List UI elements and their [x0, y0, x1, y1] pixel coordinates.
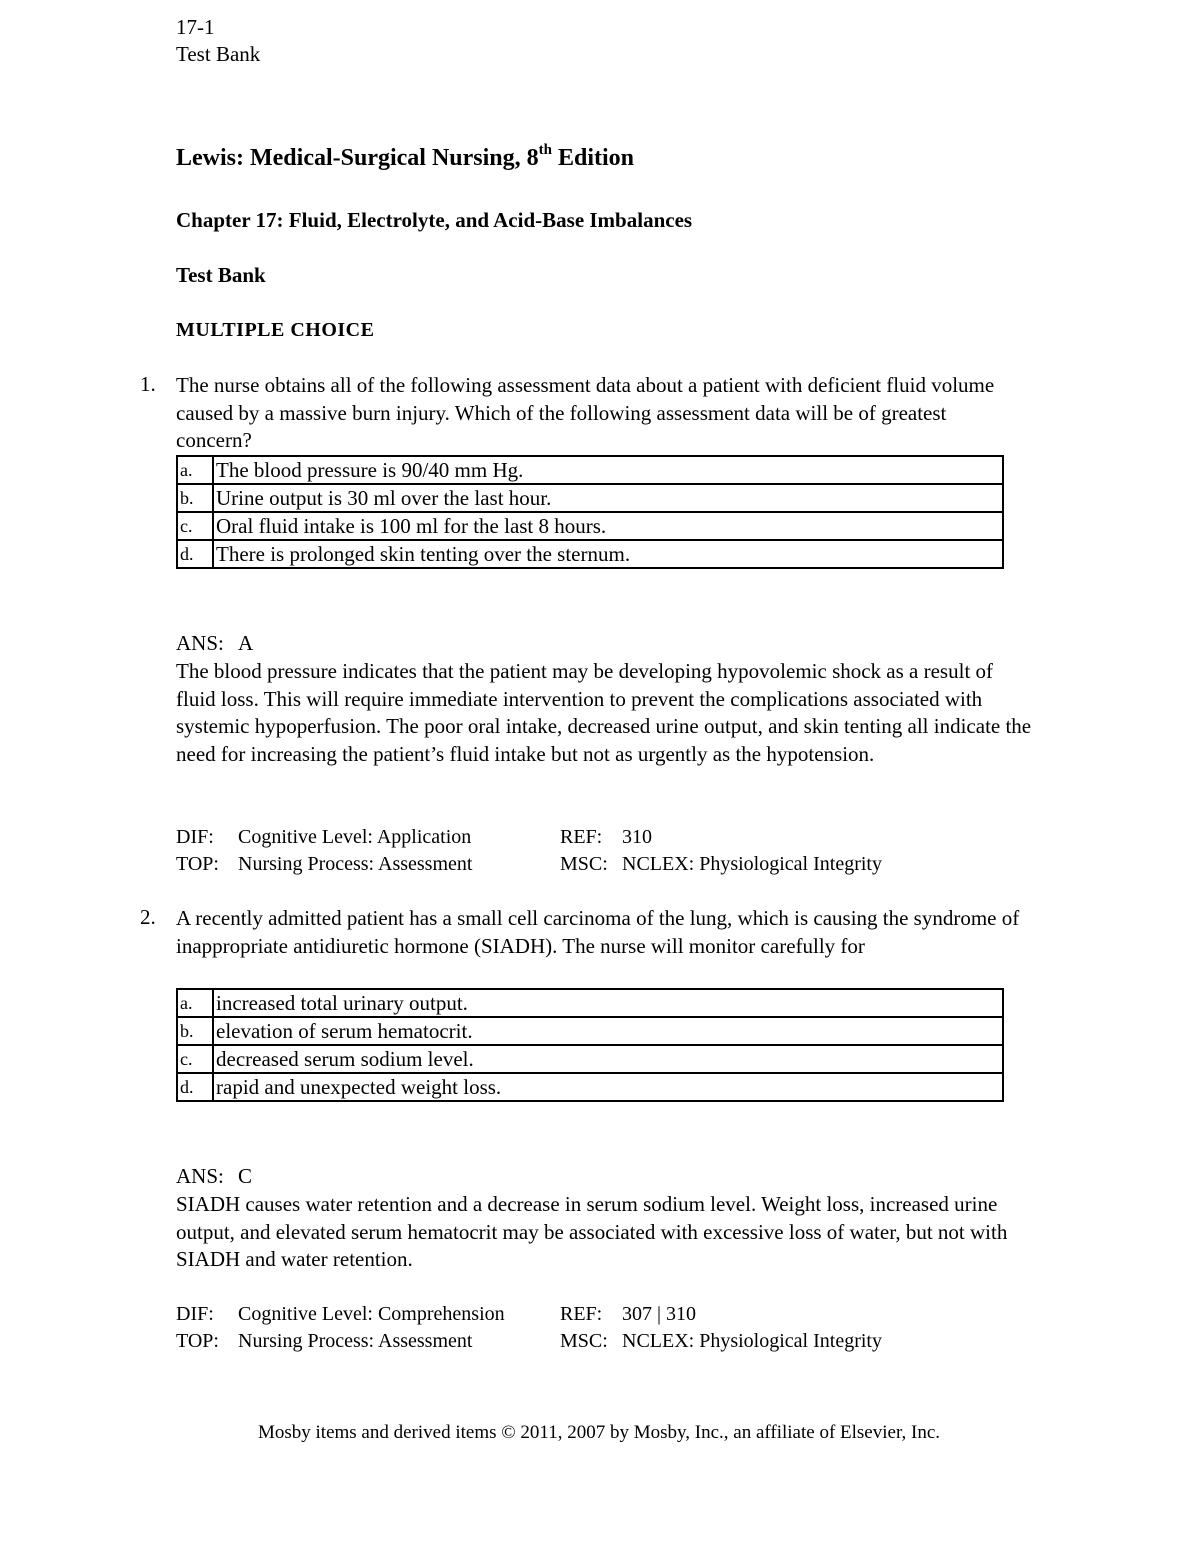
option-letter: d. — [177, 540, 213, 568]
book-title-tail: Edition — [552, 145, 635, 171]
ref-value: 307 | 310 — [622, 1303, 697, 1325]
metadata-row — [176, 824, 1036, 851]
question-metadata — [176, 824, 1036, 878]
option-text: elevation of serum hematocrit. — [213, 1017, 1003, 1045]
copyright-text: Mosby items and derived items © 2011, 2007 by Mosby, Inc., an affiliate of Elsevier, Inc. — [257, 1422, 941, 1443]
dif-value: Cognitive Level: Comprehension — [238, 1303, 505, 1325]
chapter-title: Chapter 17: Fluid, Electrolyte, and Acid-Base Imbalances — [176, 208, 693, 232]
option-row[interactable] — [177, 512, 1003, 540]
option-row[interactable] — [177, 540, 1003, 568]
top-value: Nursing Process: Assessment — [238, 1330, 473, 1352]
option-text: The blood pressure is 90/40 mm Hg. — [213, 456, 1003, 484]
option-text: Urine output is 30 ml over the last hour. — [213, 484, 1003, 512]
msc-value: NCLEX: Physiological Integrity — [622, 853, 882, 875]
option-row[interactable] — [177, 1073, 1003, 1101]
question-metadata — [176, 1301, 1036, 1355]
option-row[interactable] — [177, 989, 1003, 1017]
option-letter: d. — [177, 1073, 213, 1101]
top-label: TOP: — [176, 1330, 219, 1352]
msc-value: NCLEX: Physiological Integrity — [622, 1330, 882, 1352]
answer-block — [176, 1163, 1036, 1274]
top-value: Nursing Process: Assessment — [238, 853, 473, 875]
question-stem: The nurse obtains all of the following assessment data about a patient with deficient fluid volume caused by a massive burn injury. Which of the following assessment data will be of greatest concern? — [176, 373, 995, 452]
page-number: 17-1 — [176, 15, 215, 39]
top-label: TOP: — [176, 853, 219, 875]
option-letter: b. — [177, 1017, 213, 1045]
answer-value: C — [238, 1164, 253, 1188]
answer-options-table — [176, 988, 1004, 1102]
metadata-row — [176, 1328, 1036, 1355]
answer-key — [176, 1163, 1036, 1191]
option-text: rapid and unexpected weight loss. — [213, 1073, 1003, 1101]
answer-block — [176, 630, 1036, 769]
dif-label: DIF: — [176, 826, 214, 848]
section-title: MULTIPLE CHOICE — [176, 319, 375, 341]
option-row[interactable] — [177, 1045, 1003, 1073]
ref-label: REF: — [560, 1303, 603, 1325]
option-letter: a. — [177, 456, 213, 484]
answer-value: A — [238, 631, 254, 655]
test-bank-title: Test Bank — [176, 263, 266, 287]
header-label: Test Bank — [176, 42, 261, 66]
answer-options-table — [176, 455, 1004, 569]
option-letter: b. — [177, 484, 213, 512]
book-title-superscript: th — [538, 142, 552, 158]
option-row[interactable] — [177, 456, 1003, 484]
option-text: decreased serum sodium level. — [213, 1045, 1003, 1073]
answer-label: ANS: — [176, 1164, 224, 1188]
rationale: SIADH causes water retention and a decrease in serum sodium level. Weight loss, increased urine output, and elevated serum hematocrit may be associated with excessive loss of water, but not with SIADH and water retention. — [176, 1191, 1008, 1272]
answer-label: ANS: — [176, 631, 224, 655]
msc-label: MSC: — [560, 1330, 608, 1352]
option-text: Oral fluid intake is 100 ml for the last 8 hours. — [213, 512, 1003, 540]
ref-label: REF: — [560, 826, 603, 848]
question-number: 1. — [140, 372, 156, 396]
question-number: 2. — [140, 905, 156, 929]
option-letter: c. — [177, 1045, 213, 1073]
option-row[interactable] — [177, 1017, 1003, 1045]
option-text: increased total urinary output. — [213, 989, 1003, 1017]
rationale: The blood pressure indicates that the patient may be developing hypovolemic shock as a result of fluid loss. This will require immediate intervention to prevent the complications associated with systemic hypoperfusion. The poor oral intake, decreased urine output, and skin tenting all indicate the need for increasing the patient’s fluid intake but not as urgently as the hypotension. — [176, 658, 1032, 767]
dif-label: DIF: — [176, 1303, 214, 1325]
copyright-footer — [0, 1422, 1200, 1444]
page-header — [176, 14, 260, 68]
ref-value: 310 — [622, 826, 652, 848]
book-title-main: Lewis: Medical-Surgical Nursing, 8 — [176, 145, 539, 171]
question-stem: A recently admitted patient has a small cell carcinoma of the lung, which is causing the syndrome of inappropriate antidiuretic hormone (SIADH). The nurse will monitor carefully for — [176, 906, 1020, 958]
dif-value: Cognitive Level: Application — [238, 826, 472, 848]
option-text: There is prolonged skin tenting over the sternum. — [213, 540, 1003, 568]
metadata-row — [176, 1301, 1036, 1328]
metadata-row — [176, 851, 1036, 878]
option-row[interactable] — [177, 484, 1003, 512]
answer-key — [176, 630, 1036, 658]
option-letter: a. — [177, 989, 213, 1017]
msc-label: MSC: — [560, 853, 608, 875]
book-title — [176, 144, 634, 172]
option-letter: c. — [177, 512, 213, 540]
